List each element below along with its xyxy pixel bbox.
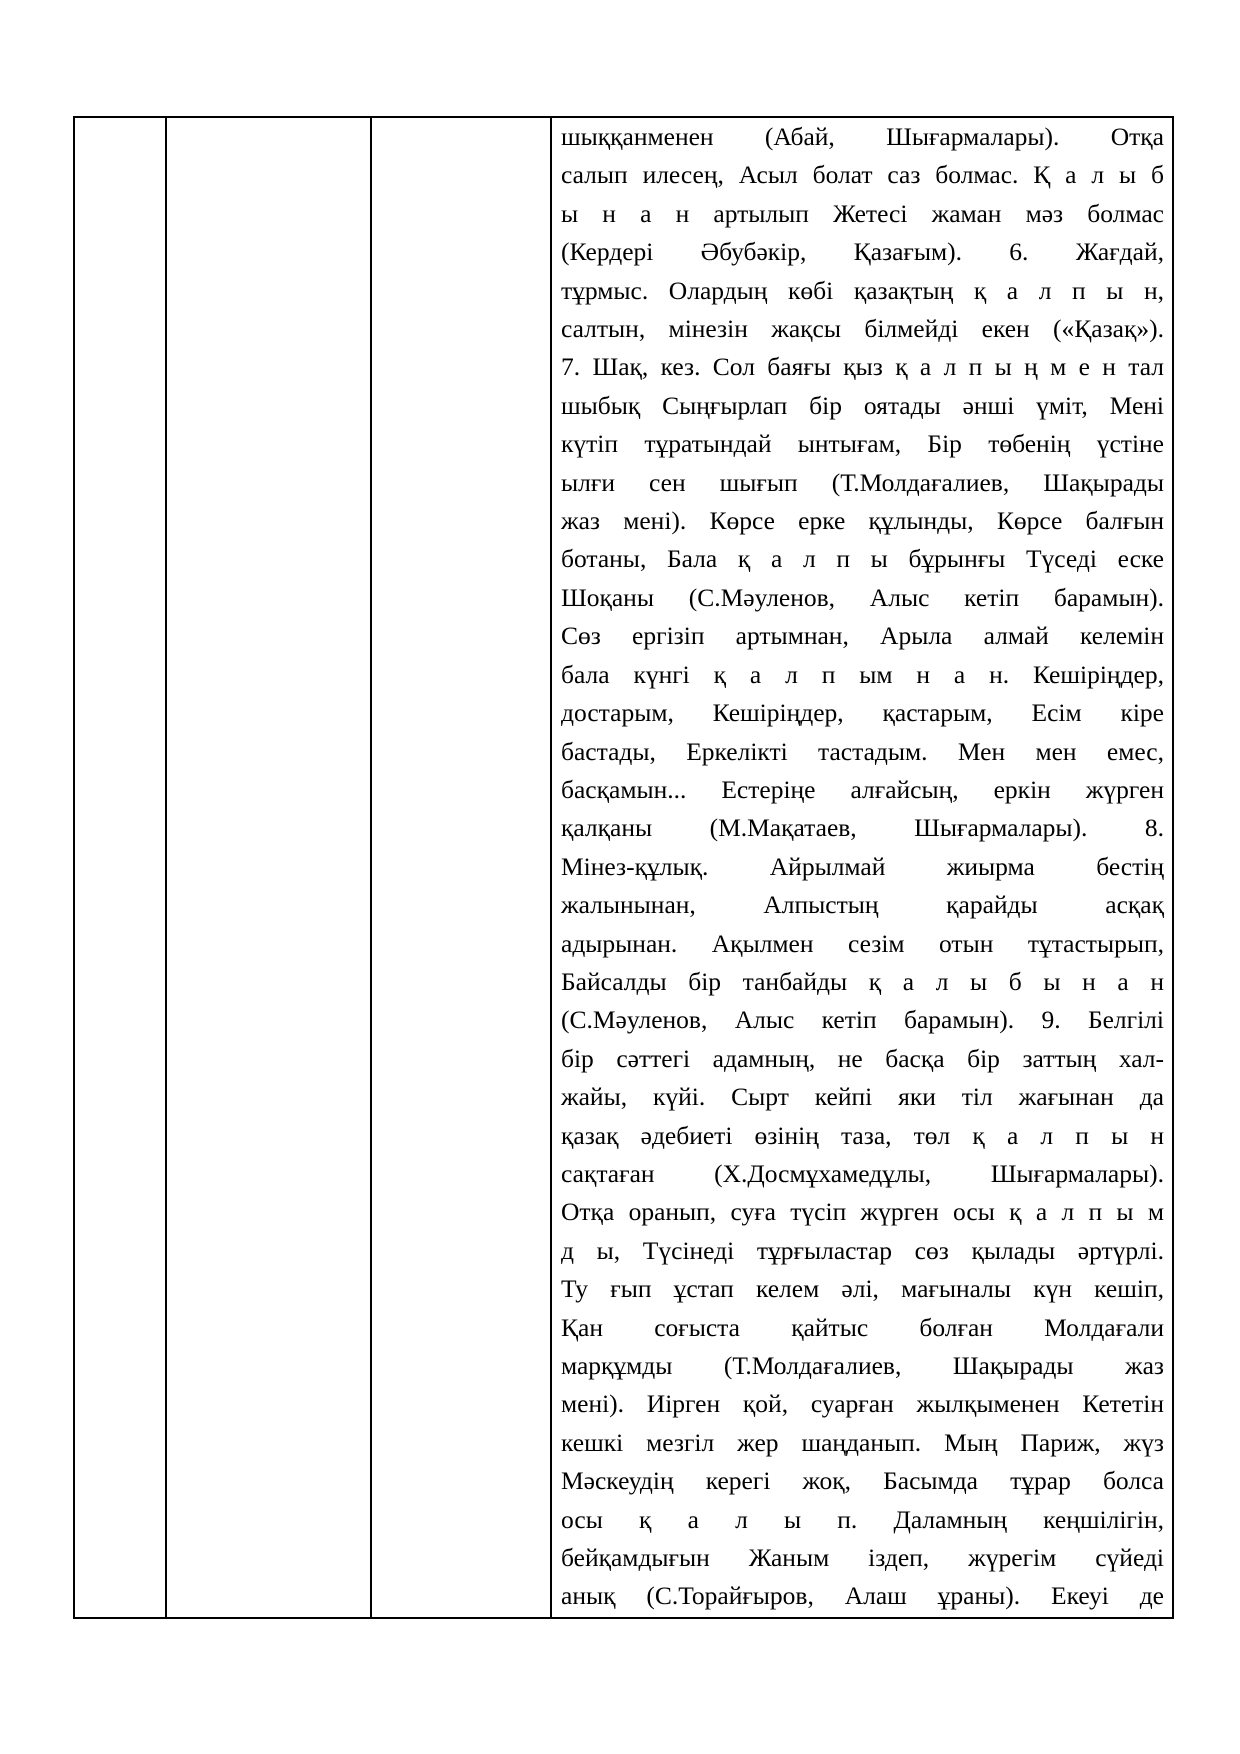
text-line: қазақ әдебиеті өзінің таза, төл қ а л п ы н [561, 1120, 1164, 1150]
table-cell-empty-2 [166, 117, 371, 1618]
text-line: адырынан. Ақылмен сезім отын тұтастырып, [561, 928, 1164, 958]
text-line: бір сәттегі адамның, не басқа бір заттың хал- [561, 1043, 1164, 1073]
text-line: бейқамдығын Жаным іздеп, жүрегім сүйеді [561, 1543, 1164, 1573]
text-line: бала күнгі қ а л п ым н а н. Кешіріңдер, [561, 659, 1164, 689]
text-line: Ту ғып ұстап келем әлі, мағыналы күн кешіп, [561, 1274, 1164, 1304]
table-row [74, 117, 1173, 1618]
text-line: Қан соғыста қайтыс болған Молдағали [561, 1312, 1164, 1342]
text-line: 7. Шақ, кез. Сол баяғы қыз қ а л п ы ң м е н тал [561, 352, 1164, 382]
table-cell-empty-1 [74, 117, 166, 1618]
text-line: шыққанменен (Абай, Шығармалары). Отқа [561, 122, 1164, 151]
text-line: жаз мені). Көрсе ерке құлынды, Көрсе балғын [561, 506, 1164, 536]
text-line: қалқаны (М.Мақатаев, Шығармалары). 8. [561, 813, 1164, 843]
text-line: салып илесең, Асыл болат саз болмас. Қ а л ы б [561, 160, 1164, 190]
table-cell-definition [551, 117, 1173, 1618]
text-line: ылғи сен шығып (Т.Молдағалиев, Шақырады [561, 467, 1164, 497]
text-line: (Кердері Әбубәкір, Қазағым). 6. Жағдай, [561, 237, 1164, 267]
text-line: ы н а н артылып Жетесі жаман мәз болмас [561, 198, 1164, 228]
text-line: достарым, Кешіріңдер, қастарым, Есім кіре [561, 698, 1164, 728]
definition-text [552, 118, 1172, 1616]
text-line: д ы, Түсінеді тұрғыластар сөз қылады әртүрлі. [561, 1235, 1164, 1265]
dictionary-table [73, 116, 1174, 1619]
text-line: ботаны, Бала қ а л п ы бұрынғы Түседі еске [561, 544, 1164, 574]
text-line: сақтаған (Х.Досмұхамедұлы, Шығармалары). [561, 1158, 1164, 1188]
text-line: мені). Иірген қой, суарған жылқыменен Кететін [561, 1389, 1164, 1419]
text-line: тұрмыс. Олардың көбі қазақтың қ а л п ы н, [561, 275, 1164, 305]
text-line: кешкі мезгіл жер шаңданып. Мың Париж, жүз [561, 1427, 1164, 1457]
text-line: осы қ а л ы п. Даламның кеңшілігін, [561, 1504, 1164, 1534]
text-line: салтын, мінезін жақсы білмейді екен («Қазақ»). [561, 314, 1164, 344]
text-line: Байсалды бір танбайды қ а л ы б ы н а н [561, 966, 1164, 996]
text-line: жайы, күйі. Сырт кейпі яки тіл жағынан да [561, 1082, 1164, 1112]
text-line: басқамын... Естеріңе алғайсың, еркін жүрген [561, 774, 1164, 804]
text-line: шыбық Сыңғырлап бір оятады әнші үміт, Мені [561, 390, 1164, 420]
text-line: Шоқаны (С.Мәуленов, Алыс кетіп барамын). [561, 582, 1164, 612]
text-line: (С.Мәуленов, Алыс кетіп барамын). 9. Белгілі [561, 1005, 1164, 1035]
text-line: бастады, Еркелікті тастадым. Мен мен емес, [561, 736, 1164, 766]
text-line: жалынынан, Алпыстың қарайды асқақ [561, 890, 1164, 920]
text-line: анық (С.Торайғыров, Алаш ұраны). Екеуі де [561, 1581, 1164, 1611]
text-line: Сөз ергізіп артымнан, Арыла алмай келемін [561, 621, 1164, 651]
text-line: марқұмды (Т.Молдағалиев, Шақырады жаз [561, 1351, 1164, 1380]
text-line: Мәскеудің керегі жоқ, Басымда тұрар болса [561, 1466, 1164, 1496]
table-cell-empty-3 [371, 117, 551, 1618]
text-line: Мінез-құлық. Айрылмай жиырма бестің [561, 851, 1164, 881]
text-line: Отқа оранып, суға түсіп жүрген осы қ а л п ы м [561, 1197, 1164, 1227]
text-line: күтіп тұратындай ынтығам, Бір төбенің үстіне [561, 429, 1164, 459]
